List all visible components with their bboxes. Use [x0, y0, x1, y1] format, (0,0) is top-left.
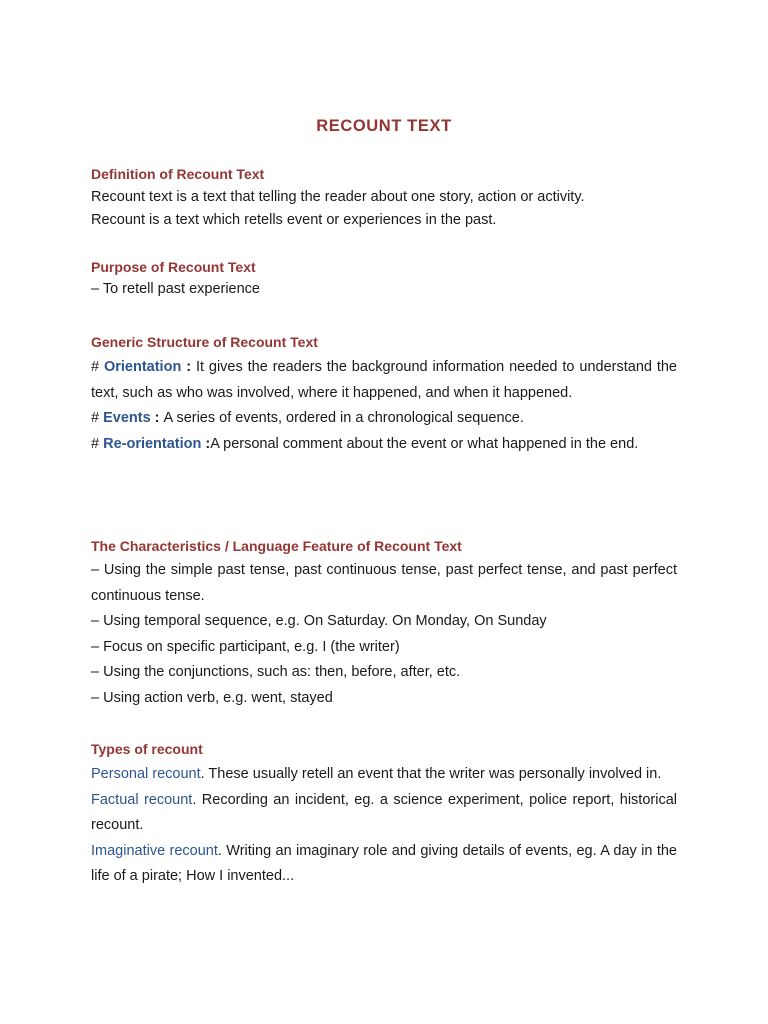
structure-prefix: # — [91, 359, 104, 375]
definition-section — [91, 164, 677, 233]
characteristics-line-2: – Using temporal sequence, e.g. On Saturday. On Monday, On Sunday — [91, 613, 547, 629]
structure-section — [91, 332, 677, 457]
structure-heading: Generic Structure of Recount Text — [91, 334, 318, 350]
structure-prefix: # — [91, 435, 104, 452]
structure-term-reorientation: Re-orientation — [103, 435, 202, 452]
structure-prefix: # — [91, 410, 104, 426]
types-text-personal: . These usually retell an event that the writer was personally involved in. — [200, 766, 662, 782]
types-item-imaginative — [91, 839, 677, 890]
characteristics-line-1: – Using the simple past tense, past continuous tense, past perfect tense, and past perfect continuous tense. — [91, 562, 677, 604]
structure-separator: : — [150, 410, 164, 426]
structure-separator: : — [201, 435, 211, 452]
structure-text-orientation: It gives the readers the background information needed to understand the text, such as who was involved, where it happened, and when it happened. — [91, 359, 677, 401]
characteristics-line-5: – Using action verb, e.g. went, stayed — [91, 689, 333, 706]
types-text-imaginative: . Writing an imaginary role and giving details of events, eg. A day in the life of a pirate; How I invented... — [91, 842, 677, 884]
definition-heading: Definition of Recount Text — [91, 166, 265, 182]
structure-text-reorientation: A personal comment about the event or what happened in the end. — [210, 435, 639, 452]
types-term-personal: Personal recount — [91, 766, 201, 782]
structure-item-orientation — [91, 355, 677, 406]
types-item-personal — [91, 762, 677, 788]
structure-item-reorientation — [91, 432, 677, 458]
definition-line-2: Recount is a text which retells event or experiences in the past. — [91, 211, 497, 228]
purpose-heading: Purpose of Recount Text — [91, 259, 256, 275]
purpose-line-1: – To retell past experience — [91, 281, 261, 297]
types-text-factual: . Recording an incident, eg. a science experiment, police report, historical recount. — [91, 791, 677, 833]
structure-term-events: Events — [103, 410, 151, 426]
types-item-factual — [91, 788, 677, 839]
structure-text-events: A series of events, ordered in a chronological sequence. — [163, 410, 524, 426]
page-title: RECOUNT TEXT — [316, 117, 452, 135]
structure-separator: : — [181, 359, 196, 375]
characteristics-section — [91, 536, 677, 711]
characteristics-heading: The Characteristics / Language Feature of Recount Text — [91, 538, 462, 554]
characteristics-line-3: – Focus on specific participant, e.g. I (the writer) — [91, 638, 400, 655]
purpose-section — [91, 257, 677, 303]
types-term-factual: Factual recount — [91, 791, 193, 808]
types-section — [91, 739, 677, 890]
structure-term-orientation: Orientation — [103, 359, 182, 375]
structure-item-events — [91, 406, 677, 432]
types-term-imaginative: Imaginative recount — [91, 842, 218, 859]
characteristics-line-4: – Using the conjunctions, such as: then, before, after, etc. — [91, 664, 461, 680]
types-heading: Types of recount — [91, 741, 203, 757]
definition-line-1: Recount text is a text that telling the reader about one story, action or activity. — [91, 189, 585, 205]
